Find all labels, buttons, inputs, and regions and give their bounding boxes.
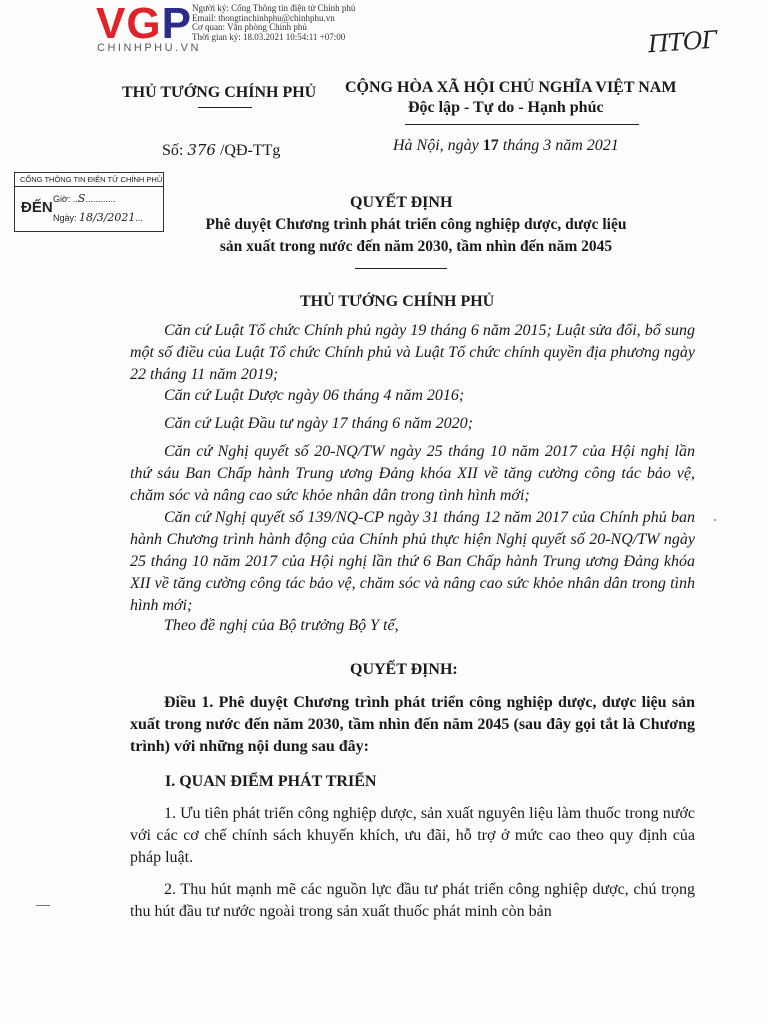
agency-underline xyxy=(198,107,252,108)
proposal-basis: Theo đề nghị của Bộ trưởng Bộ Y tế, xyxy=(164,617,399,634)
article-1: Điều 1. Phê duyệt Chương trình phát triển công nghiệp dược, dược liệu sản xuất trong nước đến năm 2030, tầm nhìn đến năm 2045 (sau đây gọi tắt là Chương trình) với những nội dung sau đây: xyxy=(130,694,695,755)
arrival-stamp xyxy=(14,172,164,232)
legal-basis-4: Căn cứ Nghị quyết số 20-NQ/TW ngày 25 tháng 10 năm 2017 của Hội nghị lần thứ sáu Ban Chấp hành Trung ương Đảng khóa XII về tăng cường công tác bảo vệ, chăm sóc và nâng cao sức khỏe nhân dân trong tình hình mới; xyxy=(130,443,695,504)
viewpoint-item-2: 2. Thu hút mạnh mẽ các nguồn lực đầu tư phát triển công nghiệp dược, chú trọng thu hút đầu tư nước ngoài trong sản xuất thuốc phát minh còn bản xyxy=(130,881,695,920)
title-underline xyxy=(355,268,447,269)
handwritten-mark: ПТОГ xyxy=(647,25,718,59)
document-title: QUYẾT ĐỊNH xyxy=(350,194,453,211)
date-day-handwritten: 17 xyxy=(482,137,499,154)
document-number: Số: 376 /QĐ-TTg xyxy=(162,141,281,159)
authority-heading: THỦ TƯỚNG CHÍNH PHỦ xyxy=(300,293,495,310)
legal-basis-3: Căn cứ Luật Đầu tư ngày 17 tháng 6 năm 2020; xyxy=(164,415,473,432)
legal-basis-5: Căn cứ Nghị quyết số 139/NQ-CP ngày 31 tháng 12 năm 2017 của Chính phủ ban hành Chương trình hành động của Chính phủ thực hiện Nghị quyết số 20-NQ/TW ngày 25 tháng 10 năm 2017 của Hội nghị lần thứ 6 Ban Chấp hành Trung ương Đảng khóa XII về tăng cường công tác bảo vệ, chăm sóc và nâng cao sức khỏe nhân dân trong tình hình mới; xyxy=(130,509,695,614)
signature-signer: Người ký: Cổng Thông tin điện tử Chính phủ xyxy=(192,3,356,13)
document-subtitle-line1: Phê duyệt Chương trình phát triển công nghiệp dược, dược liệu xyxy=(205,216,627,233)
country-name: CỘNG HÒA XÃ HỘI CHỦ NGHĨA VIỆT NAM xyxy=(345,79,677,96)
logo-subtitle: CHINHPHU.VN xyxy=(97,42,201,54)
doc-number-handwritten: 376 xyxy=(187,141,216,159)
national-motto: Độc lập - Tự do - Hạnh phúc xyxy=(408,99,604,116)
section-heading: I. QUAN ĐIỂM PHÁT TRIỂN xyxy=(165,773,377,790)
stamp-time-field: Giờ: ..S............ xyxy=(53,192,116,205)
signature-agency: Cơ quan: Văn phòng Chính phủ xyxy=(192,22,307,32)
place-and-date: Hà Nội, ngày 17 tháng 3 năm 2021 xyxy=(393,137,619,154)
legal-basis-1: Căn cứ Luật Tổ chức Chính phủ ngày 19 tháng 6 năm 2015; Luật sửa đổi, bổ sung một số điều của Luật Tổ chức Chính phủ và Luật Tổ chức chính quyền địa phương ngày 22 tháng 11 năm 2019; xyxy=(130,322,695,383)
issuing-agency: THỦ TƯỚNG CHÍNH PHỦ xyxy=(122,84,317,101)
stamp-den-label: ĐẾN xyxy=(21,199,53,216)
signature-time: Thời gian ký: 18.03.2021 10:54:11 +07:00 xyxy=(192,31,346,42)
digital-signature-block xyxy=(192,4,355,42)
stamp-date-field: Ngày: 18/3/2021... xyxy=(53,211,143,224)
motto-underline xyxy=(405,124,639,125)
margin-mark xyxy=(36,905,50,906)
scan-speck xyxy=(714,519,716,521)
legal-basis-2: Căn cứ Luật Dược ngày 06 tháng 4 năm 2016; xyxy=(164,387,465,404)
viewpoint-item-1: 1. Ưu tiên phát triển công nghiệp dược, sản xuất nguyên liệu làm thuốc trong nước với các cơ chế chính sách khuyến khích, ưu đãi, hỗ trợ ở mức cao theo quy định của pháp luật. xyxy=(130,805,695,866)
decision-heading: QUYẾT ĐỊNH: xyxy=(350,661,458,678)
document-subtitle-line2: sản xuất trong nước đến năm 2030, tầm nhìn đến năm 2045 xyxy=(219,238,613,255)
stamp-header: CỔNG THÔNG TIN ĐIỆN TỬ CHÍNH PHỦ xyxy=(15,173,163,187)
vgp-logo: VGP xyxy=(96,0,192,48)
signature-email: Email: thongtinchinhphu@chinhphu.vn xyxy=(192,12,335,23)
